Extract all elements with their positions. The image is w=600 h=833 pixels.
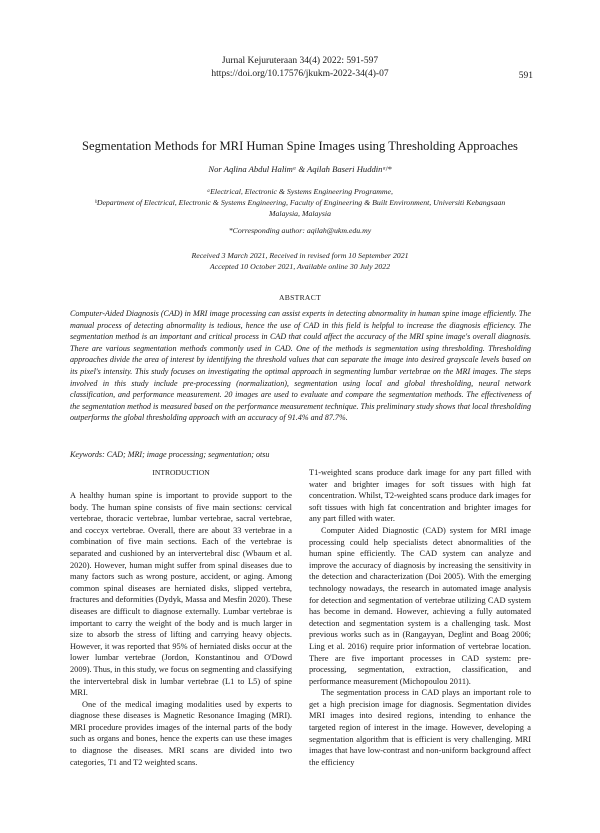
journal-citation: Jurnal Kejuruteraan 34(4) 2022: 591-597: [221, 56, 379, 66]
intro-paragraph: One of the medical imaging modalities used by experts to diagnose these diseases is Magnetic Resonance Imaging (MRI). MRI procedure provides images of the internal parts of the body such as organs and bones, hence the experts can use these images to diagnose the diseases. MRI scans are divided into two categories, T1 and T2 weighted scans.: [70, 699, 292, 767]
intro-paragraph: T1-weighted scans produce dark image for any part filled with water and brighter images for soft tissues with high fat concentration. Whilst, T2-weighted scans produce dark images for soft tissues with high fat concentration and brighter images for any part filled with water.: [309, 468, 531, 524]
affiliation-a: ᵃElectrical, Electronic & Systems Engineering Programme,: [207, 187, 393, 196]
intro-paragraph: A healthy human spine is important to provide support to the body. The human spine consists of five main sections: cervical vertebrae, thoracic vertebrae, lumbar vertebrae, sacral vertebrae, and coccyx vertebrae. Overall, there are about 33 vertebrae in a combination of five main sections. Each of the vertebrae is separated and cushioned by an intervertebral disc (Wbaum et al. 2020). However, human might suffer from spinal diseases due to many factors such as wrong posture, accident, or aging. Among common spinal diseases are herniated disks, slipped vertebra, fractures and deformities (Dydyk, Massa and Mesfin 2020). These diseases are difficult to diagnose externally. Lumbar vertebrae is important to carry the weight of the body and is much larger in size to absorb the stress of lifting and carrying heavy objects. However, it was reported that 95% of herniated disks occur at the lower lumbar vertebrae (Jordon, Konstantinou and O'Dowd 2009). Thus, in this study, we focus on segmenting and classifying the intervertebral disk in lumbar vertebrae (L1 to L5) of spine MRI.: [70, 491, 293, 698]
accepted-dates: Accepted 10 October 2021, Available online 30 July 2022: [209, 262, 391, 271]
left-column: [70, 490, 292, 768]
received-dates: Received 3 March 2021, Received in revised form 10 September 2021: [191, 251, 409, 260]
affiliation-b: ᵇDepartment of Electrical, Electronic & Systems Engineering, Faculty of Engineering & Built Environment, Universiti Kebangsaan Malaysia, Malaysia: [94, 198, 506, 218]
intro-paragraph: The segmentation process in CAD plays an important role to get a high precision image for diagnosis. Segmentation divides MRI images into desired regions, intending to enhance the targeted region of interest in the image. However, developing a segmentation algorithm that is efficient is very challenging. MRI images that have low-contrast and non-uniform background affect the efficiency: [309, 688, 531, 767]
doi-link[interactable]: https://doi.org/10.17576/jkukm-2022-34(4)-07: [211, 69, 389, 79]
corresponding-author: *Corresponding author: aqilah@ukm.edu.my: [228, 226, 372, 235]
intro-paragraph: Computer Aided Diagnostic (CAD) system for MRI image processing could help specialists detect abnormalities of the human spine efficiently. The CAD system can analyze and improve the accuracy of diagnosis by increasing the sensitivity in the detection and characterization (Doi 2005). With the emerging technology nowadays, the research in automated image analysis for detection and segmentation of vertebrae utilizing CAD system has become in demand. However, achieving a fully automated detection and segmentation system is a challenging task. Most previous works such as in (Rangayyan, Deglint and Boag 2006; Ling et al. 2016) require prior information of vertebrae location. There are five important processes in CAD system: pre-processing, segmentation, extraction, classification, and performance measurement (Michopoulou 2011).: [309, 525, 531, 686]
introduction-heading: INTRODUCTION: [152, 468, 210, 477]
abstract-heading: ABSTRACT: [278, 293, 322, 302]
abstract-body: Computer-Aided Diagnosis (CAD) in MRI image processing can assist experts in detecting abnormality in human spine image efficiently. The manual process of detecting abnormality is tedious, hence the use of CAD in this field is helpful to increase the diagnosis efficiency. The segmentation method is an important and critical process in CAD that could affect the accuracy of the MRI spine image's overall diagnosis. There are various segmentation methods commonly used in CAD. One of the methods is segmentation using thresholding. Thresholding approaches divide the area of interest by identifying the threshold values that can separate the image into desired grayscale levels based on its pixel's intensity. This study focuses on investigating the optimal approach in segmenting lumbar vertebrae on the MRI images. The steps involved in this study include pre-processing (normalization), segmentation using local and global thresholding, neural network classification, and performance measurement. 20 images are used to evaluate and compare the segmentation methods. The effectiveness of the segmentation method is measured based on the performance measurement technique. This preliminary study shows that local thresholding outperforms the global thresholding approach with an accuracy of 91.4% and 87.7%.: [70, 309, 531, 423]
right-column: [309, 467, 531, 768]
keywords: Keywords: CAD; MRI; image processing; segmentation; otsu: [70, 450, 270, 459]
page-number: 591: [518, 71, 533, 81]
publication-dates: [0, 250, 600, 272]
journal-header: [0, 55, 600, 81]
affiliations: [80, 186, 520, 219]
author-list: Nor Aqlina Abdul Halimᵃ & Aqilah Baseri Huddinᵃʲ*: [208, 164, 392, 174]
paper-title: Segmentation Methods for MRI Human Spine Images using Thresholding Approaches: [82, 139, 518, 153]
